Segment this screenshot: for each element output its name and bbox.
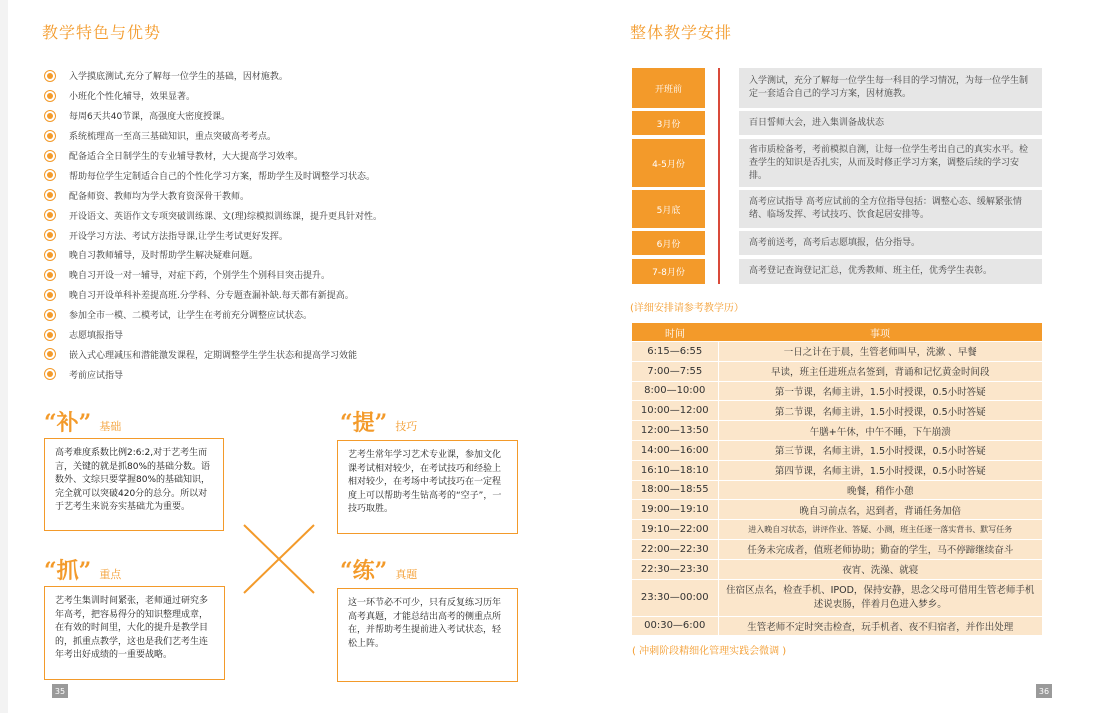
column-header-item: 事项 [718, 323, 1042, 342]
bullet-icon [44, 229, 56, 241]
table-row [632, 421, 1042, 441]
bullet-icon [44, 368, 56, 380]
table-row [632, 480, 1042, 500]
table-header-row [632, 323, 1042, 342]
bullet-icon [44, 329, 56, 341]
quadrant-heading-bu: “补” 基础 [44, 410, 122, 436]
schedule-period: 6月份 [632, 231, 705, 255]
list-item: 志愿填报指导 [44, 325, 382, 345]
schedule-description: 百日誓师大会，进入集训备战状态 [739, 111, 1042, 135]
schedule-row [632, 259, 1042, 284]
feature-list [44, 66, 382, 384]
time-cell: 14:00—16:00 [632, 440, 718, 460]
item-cell: 第三节课，名师主讲，1.5小时授课，0.5小时答疑 [718, 440, 1042, 460]
time-cell: 12:00—13:50 [632, 421, 718, 441]
item-cell: 夜宵、洗澡、就寝 [718, 559, 1042, 579]
item-cell: 晚餐，稍作小憩 [718, 480, 1042, 500]
time-cell: 19:00—19:10 [632, 500, 718, 520]
list-item: 开设学习方法、考试方法指导课,让学生考试更好发挥。 [44, 225, 382, 245]
list-item: 配备师资、教师均为学大教育资深骨干教师。 [44, 185, 382, 205]
item-cell: 进入晚自习状态，讲评作业、答疑、小测，班主任逐一落实背书、默写任务 [718, 520, 1042, 540]
quadrant-heading-lian: “练” 真题 [340, 558, 418, 584]
table-row [632, 460, 1042, 480]
daily-schedule-table [632, 323, 1042, 635]
time-cell: 23:30—00:00 [632, 579, 718, 616]
list-item: 帮助每位学生定制适合自己的个性化学习方案，帮助学生及时调整学习状态。 [44, 165, 382, 185]
quadrant-text-bu: 高考难度系数比例2:6:2,对于艺考生而言，关键的就是抓80%的基础分数。语数外、文综只要掌握80%的基础知识，完全就可以突破420分的总分。所以对于艺考生来说夯实基础尤为重要。 [44, 438, 224, 531]
item-cell: 住宿区点名，检查手机、IPOD，保持安静，思念父母可借用生管老师手机述说衷肠，伴着月色进入梦乡。 [718, 579, 1042, 616]
time-cell: 22:30—23:30 [632, 559, 718, 579]
list-item: 入学摸底测试,充分了解每一位学生的基础，因材施教。 [44, 66, 382, 86]
table-row [632, 579, 1042, 616]
schedule-period: 7-8月份 [632, 259, 705, 284]
item-cell: 第一节课，名师主讲，1.5小时授课，0.5小时答疑 [718, 381, 1042, 401]
time-cell: 8:00—10:00 [632, 381, 718, 401]
table-row [632, 520, 1042, 540]
time-cell: 7:00—7:55 [632, 361, 718, 381]
table-row [632, 616, 1042, 635]
item-cell: 第四节课，名师主讲，1.5小时授课，0.5小时答疑 [718, 460, 1042, 480]
time-cell: 18:00—18:55 [632, 480, 718, 500]
list-item: 开设语文、英语作文专项突破训练课、文(理)综模拟训练课，提升更具针对性。 [44, 205, 382, 225]
bullet-icon [44, 209, 56, 221]
time-cell: 22:00—22:30 [632, 539, 718, 559]
time-cell: 16:10—18:10 [632, 460, 718, 480]
list-item: 考前应试指导 [44, 364, 382, 384]
schedule-timeline [632, 68, 1042, 284]
bullet-icon [44, 130, 56, 142]
list-item: 晚自习开设一对一辅导，对症下药，个别学生个别科目突击提升。 [44, 265, 382, 285]
item-cell: 生管老师不定时突击检查，玩手机者、夜不归宿者，并作出处理 [718, 616, 1042, 635]
schedule-row [632, 190, 1042, 228]
table-row [632, 500, 1042, 520]
table-row [632, 342, 1042, 362]
bullet-icon [44, 169, 56, 181]
bullet-icon [44, 309, 56, 321]
page-number: 36 [1036, 684, 1052, 698]
item-cell: 晚自习前点名，迟到者，背诵任务加倍 [718, 500, 1042, 520]
table-row [632, 440, 1042, 460]
schedule-description: 高考前送考，高考后志愿填报，估分指导。 [739, 231, 1042, 255]
bullet-icon [44, 189, 56, 201]
item-cell: 任务未完成者，值班老师协助；勤奋的学生，马不停蹄继续奋斗 [718, 539, 1042, 559]
schedule-row [632, 139, 1042, 187]
list-item: 参加全市一模、二模考试，让学生在考前充分调整应试状态。 [44, 305, 382, 325]
list-item: 小班化个性化辅导，效果显著。 [44, 86, 382, 106]
table-row [632, 559, 1042, 579]
schedule-period: 4-5月份 [632, 139, 705, 187]
schedule-note: (详细安排请参考教学历） [630, 303, 744, 314]
quadrant-text-zhua: 艺考生集训时间紧张，老师通过研究多年高考，把容易得分的知识整理成章，在有效的时间里，大化的提升是教学目的，抓重点教学，这也是我们艺考生连年考出好成绩的一重要战略。 [44, 586, 225, 680]
table-row [632, 361, 1042, 381]
page-number: 35 [52, 684, 68, 698]
page-title-features: 教学特色与优势 [42, 23, 162, 42]
list-item: 晚自习开设单科补差提高班.分学科、分专题查漏补缺.每天都有新提高。 [44, 285, 382, 305]
bullet-icon [44, 269, 56, 281]
list-item: 配备适合全日制学生的专业辅导教材，大大提高学习效率。 [44, 146, 382, 166]
column-header-time: 时间 [632, 323, 718, 342]
quadrant-text-lian: 这一环节必不可少，只有反复练习历年高考真题，才能总结出高考的侧重点所在，并帮助考生提前进入考试状态，轻松上阵。 [337, 588, 518, 682]
schedule-period: 5月底 [632, 190, 705, 228]
quadrant-heading-zhua: “抓” 重点 [44, 558, 122, 584]
item-cell: 早读，班主任进班点名签到，背诵和记忆黄金时间段 [718, 361, 1042, 381]
bullet-icon [44, 289, 56, 301]
schedule-description: 省市质检备考，考前模拟自测，让每一位学生考出自己的真实水平。检查学生的知识是否扎实，从而及时修正学习方案，调整后续的学习安排。 [739, 139, 1042, 187]
quadrant-text-ti: 艺考生常年学习艺术专业课，参加文化课考试相对较少，在考试技巧和经验上相对较少，在考场中考试技巧在一定程度上可以帮助考生钻高考的“空子”，一技巧取胜。 [337, 440, 518, 534]
cross-decoration-icon [240, 523, 318, 595]
schedule-row [632, 111, 1042, 135]
schedule-description: 高考应试指导 高考应试前的全方位指导包括：调整心态、缓解紧张情绪、临场发挥、考试技巧、饮食起居安排等。 [739, 190, 1042, 228]
list-item: 系统梳理高一至高三基础知识，重点突破高考考点。 [44, 126, 382, 146]
table-row [632, 381, 1042, 401]
schedule-description: 高考登记查询登记汇总，优秀教师、班主任，优秀学生表彰。 [739, 259, 1042, 284]
schedule-period: 3月份 [632, 111, 705, 135]
item-cell: 一日之计在于晨，生管老师叫早，洗漱 、早餐 [718, 342, 1042, 362]
bullet-icon [44, 348, 56, 360]
schedule-period: 开班前 [632, 68, 705, 108]
bullet-icon [44, 110, 56, 122]
list-item: 嵌入式心理减压和潜能激发课程，定期调整学生学生状态和提高学习效能 [44, 344, 382, 364]
list-item: 晚自习教师辅导，及时帮助学生解决疑难问题。 [44, 245, 382, 265]
item-cell: 午膳+午休，中午不睡，下午崩溃 [718, 421, 1042, 441]
time-cell: 00:30—6:00 [632, 616, 718, 635]
time-cell: 6:15—6:55 [632, 342, 718, 362]
bullet-icon [44, 70, 56, 82]
page-title-schedule: 整体教学安排 [630, 23, 733, 42]
bullet-icon [44, 150, 56, 162]
schedule-row [632, 231, 1042, 255]
table-note: ( 冲刺阶段精细化管理实践会微调 ) [632, 646, 787, 657]
page-edge [0, 0, 8, 713]
list-item: 每周6天共40节课，高强度大密度授课。 [44, 106, 382, 126]
table-row [632, 401, 1042, 421]
time-cell: 10:00—12:00 [632, 401, 718, 421]
schedule-description: 入学测试，充分了解每一位学生每一科目的学习情况，为每一位学生制定一套适合自己的学习方案，因材施教。 [739, 68, 1042, 108]
time-cell: 19:10—22:00 [632, 520, 718, 540]
bullet-icon [44, 249, 56, 261]
bullet-icon [44, 90, 56, 102]
quadrant-heading-ti: “提” 技巧 [340, 410, 418, 436]
item-cell: 第二节课，名师主讲，1.5小时授课，0.5小时答疑 [718, 401, 1042, 421]
schedule-row [632, 68, 1042, 108]
table-row [632, 539, 1042, 559]
